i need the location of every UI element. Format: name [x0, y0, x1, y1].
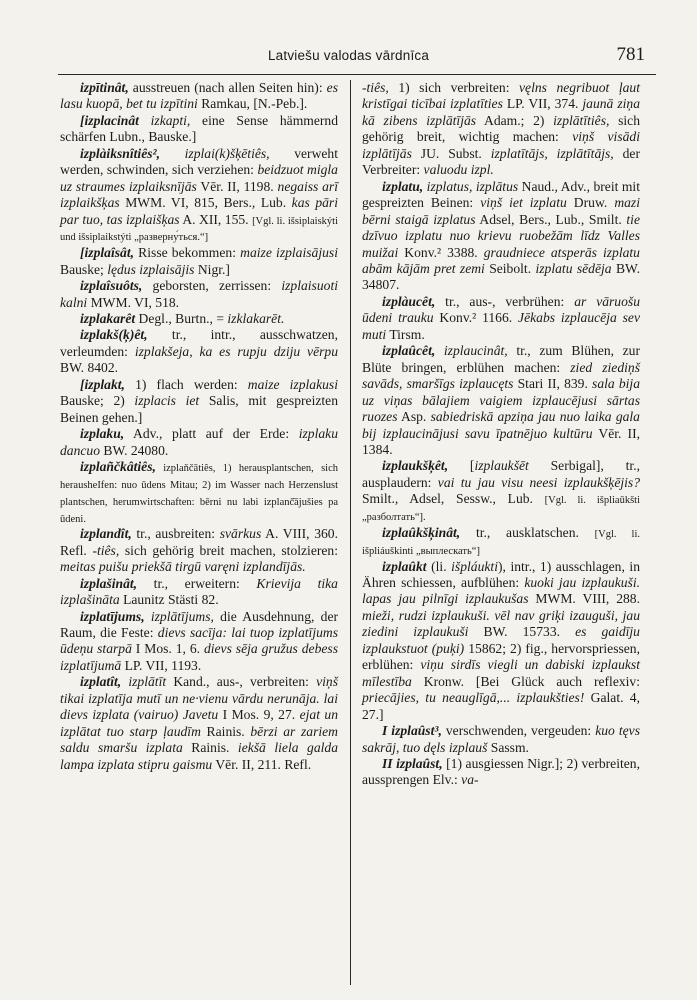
example-text: izkapti,	[138, 112, 191, 128]
headword: [izplacinât	[80, 112, 139, 128]
entry-text: 1) sich verbreiten:	[388, 80, 519, 95]
entry-text: (li.	[426, 558, 452, 574]
headword: izplatît,	[80, 674, 122, 690]
example-text: izplatītājs, izplātītājs,	[490, 145, 614, 161]
headword: izplašinât,	[80, 575, 138, 591]
headword: I izplaûst³,	[382, 723, 442, 739]
example-text: -tiês,	[362, 80, 389, 95]
entry-text: Sassm.	[487, 739, 529, 755]
entry-text: Vēr. II, 1384.	[362, 425, 640, 457]
entry-text: BW. 8402.	[60, 360, 119, 376]
entry-text: geborsten, zerrissen:	[142, 278, 282, 294]
example-text: graudniece atsperās izplatu abām kājām pret zemi	[362, 244, 640, 276]
entry-text: Nigr.]	[194, 261, 230, 277]
example-text: vęlns negribuot ļaut kristīgai ticībai izplatīties	[362, 80, 640, 112]
headword: izplaûkšķinât,	[382, 524, 461, 540]
dictionary-entry	[362, 294, 640, 343]
example-text: viņš iet izplatu	[480, 195, 567, 211]
example-text: izplātītiês,	[553, 112, 610, 128]
headword: [izplaîsât,	[80, 245, 135, 261]
entry-text: tr., aus-, verbrühen:	[435, 293, 575, 309]
dictionary-entry	[362, 179, 640, 294]
etymology-note: izplaňčātiês, 1) herausplantschen, sich herausheIfen: nuo ūdens Mitau; 2) im Wasser nach Herzenslust plantschen, herumwirtschaften: bērni nu labi izplanč̄ājušies pa ūdeni.	[60, 463, 338, 525]
right-column	[362, 80, 640, 789]
entry-text: ), intr., 1) ausschlagen, in Ähren schiessen, aufblühen:	[362, 558, 640, 590]
dictionary-entry	[362, 80, 640, 179]
entry-text: Vēr. II, 1198.	[196, 178, 278, 194]
entry-text: Druw.	[566, 195, 615, 211]
example-text: es gaidīju izplaukstuot (puķi)	[362, 624, 640, 656]
example-text: ejat un izplātat tuo starp ļaudīm	[60, 707, 338, 739]
entry-text: sich gehörig breit, wichtig machen:	[362, 112, 640, 145]
example-text: ar vāruošu ūdeni trauku	[362, 293, 640, 326]
headword: izplatījums,	[80, 608, 145, 624]
headword: izplaûkt	[382, 558, 427, 574]
example-text: kuoki jau izplaukuši. lapas jau pilnīgi izplaukušas	[362, 574, 640, 607]
dictionary-entry	[60, 80, 338, 113]
headword: izplàucêt,	[382, 293, 436, 309]
dictionary-entry	[60, 576, 338, 609]
entry-text: Bauske; 2)	[60, 393, 135, 409]
example-text: jaunā ziņa kā zibens izplātījās	[362, 96, 640, 128]
entry-text: Bauske;	[60, 261, 108, 277]
entry-text: Tirsm.	[386, 326, 425, 342]
dictionary-entry	[60, 377, 338, 426]
dictionary-entry	[60, 526, 338, 575]
header-rule	[58, 74, 656, 75]
dictionary-entry	[60, 278, 338, 311]
headword: izplakš(ķ)êt,	[80, 327, 148, 343]
example-text: meitas puišu priekšā tirgū varęni izplandījās.	[60, 559, 306, 575]
entry-text: Stari II, 839.	[513, 376, 593, 392]
entry-text: Smilt., Adsel, Sessw., Lub.	[362, 491, 545, 507]
entry-text: 1) flach werden:	[124, 376, 248, 392]
example-text: izplatus, izplātus	[423, 178, 519, 194]
entry-text: Risse bekommen:	[134, 245, 241, 261]
example-text: izplakšeja, ka es rupju dziju vērpu	[134, 343, 338, 359]
dictionary-entry	[60, 327, 338, 376]
etymology-note: [Vgl. li. išsiplaiskýti und išsiplaikstýti „разверну́ться.“]	[60, 215, 338, 244]
example-text: sala bija uz viņas bālajiem vaigiem izplaucējusi sārtas ruozes	[362, 376, 641, 425]
entry-text: Adsel, Bers., Lub., Smilt.	[475, 211, 627, 227]
dictionary-entry	[362, 559, 640, 724]
entry-text: Rainis.	[182, 740, 238, 756]
entry-text: MWM. VI, 518.	[87, 294, 180, 310]
entry-text: der Verbreiter:	[362, 145, 640, 178]
entry-text: tr., intr., ausschwatzen, verleumden:	[60, 327, 338, 359]
example-text: tie dzīvuo izplatu nuo krievu ruobežām līdz Valles muižai	[362, 211, 640, 260]
headword: [izplakt,	[80, 376, 125, 392]
entry-text: I Mos. 1, 6.	[131, 641, 204, 657]
headword: izplàiksnîtiês²,	[80, 145, 160, 161]
example-text: kuo tęvs sakrāj, tuo dęls izplauš	[362, 723, 640, 755]
entry-text: JU. Subst.	[411, 145, 491, 161]
example-text: izplaisuoti kalni	[60, 278, 338, 310]
example-text: izplātīt	[121, 674, 167, 690]
dictionary-entry	[362, 756, 640, 789]
entry-text: Naud., Adv., breit mit gespreizten Beinen:	[362, 178, 640, 211]
entry-text: Konv.² 1166.	[433, 310, 519, 326]
dictionary-entry	[362, 343, 640, 458]
example-text: vai tu jau visu neesi izplaukšķējis?	[437, 474, 641, 490]
entry-text: A. XII, 155.	[179, 211, 253, 227]
example-text: iekšā liela galda lampa izplata stipru gaismu	[60, 740, 338, 772]
left-column	[60, 80, 338, 773]
example-text: es lasu kuopā, bet tu izpītini	[60, 80, 338, 112]
example-text: Krievija tika izplašināta	[60, 575, 338, 608]
entry-text: BW. 15733.	[468, 624, 576, 640]
example-text: izplaucinât,	[435, 343, 508, 359]
example-text: izplacis iet	[134, 393, 200, 409]
dictionary-entry	[362, 525, 640, 559]
example-text: negaiss arī izplaikšķas	[60, 178, 338, 211]
example-text: izklakarēt.	[227, 311, 285, 327]
entry-text: Galat. 4, 27.]	[362, 690, 640, 722]
entry-text: I Mos. 9, 27.	[218, 707, 300, 723]
headword: izplañčkâtiês,	[80, 459, 156, 475]
etymology-note: [Vgl. li. išpliáuškinti „выплескать“]	[362, 528, 640, 557]
entry-text: Adam.; 2)	[476, 112, 554, 128]
example-text: kas pāri par tuo, tas izplaišķas	[60, 195, 339, 227]
entry-text: 15862; 2) fig., hervorspriessen, erblühen:	[362, 640, 641, 673]
entry-text: [1) ausgiessen Nigr.]; 2) verbreiten, aussprengen Elv.:	[362, 755, 640, 788]
entry-text: MWM. VIII, 288.	[528, 591, 640, 607]
entry-text: Vēr. II, 211. Refl.	[212, 756, 312, 772]
example-text: izplatu sēdēja	[535, 260, 612, 276]
headword: izplaîsuôts,	[80, 278, 143, 294]
example-text: izplaukšēt	[474, 458, 529, 474]
example-text: viņu sirdīs viegli un dabiski izplaukst mīlestība	[362, 657, 640, 689]
dictionary-entry	[60, 311, 338, 327]
dictionary-entry	[362, 723, 640, 756]
entry-text: eine Sense hämmernd schärfen Lubn., Bauske.]	[60, 112, 339, 145]
example-text: -tiês,	[92, 542, 120, 558]
dictionary-entry	[60, 674, 338, 773]
page-number: 781	[616, 44, 645, 65]
example-text: Jēkabs izplaucēja sev muti	[362, 310, 640, 342]
page-header	[0, 44, 697, 70]
entry-text: tr., zum Blühen, zur Blüte bringen, erblühen machen:	[362, 343, 640, 375]
example-text: išpláukti	[451, 558, 498, 574]
dictionary-entry	[60, 146, 338, 245]
entry-text: verweht werden, schwinden, sich verziehen:	[60, 145, 338, 178]
entry-text: verschwenden, vergeuden:	[441, 723, 596, 739]
dictionary-entry	[60, 609, 338, 675]
headword: izplaûcêt,	[382, 343, 436, 359]
entry-text: BW. 24080.	[100, 442, 169, 458]
example-text: maize izplaisājusi	[240, 245, 338, 261]
dictionary-entry	[60, 113, 338, 146]
example-text: izplātījums,	[144, 608, 214, 624]
example-text: maize izplakusi	[247, 376, 338, 392]
entry-text: tr., ausbreiten:	[131, 526, 220, 542]
dictionary-entry	[362, 458, 640, 525]
example-text: viņš tikai izplatīja mutī un ne·vienu vārdu nerunāja. lai dievs izplata (vairuo) Javetu	[60, 674, 338, 723]
entry-text: Konv.² 3388.	[398, 244, 484, 260]
entry-text: Salis, mit gespreizten Beinen gehen.]	[60, 393, 338, 425]
entry-text: ausstreuen (nach allen Seiten hin):	[128, 80, 327, 95]
headword: izplandît,	[80, 526, 132, 542]
entry-text: Asp.	[397, 409, 431, 425]
entry-text: MWM. VI, 815, Bers., Lub.	[119, 195, 292, 211]
running-title: Latviešu valodas vārdnīca	[267, 48, 430, 63]
example-text: izplaku dancuo	[60, 426, 338, 458]
entry-text: Kand., aus-, verbreiten:	[166, 674, 317, 690]
entry-text: A. VIII, 360. Refl.	[60, 526, 339, 558]
example-text: sabiedriskā apziņa jau nuo laika gala bij izplaucinājusi savu īpatnējuo kultūru	[362, 409, 640, 441]
headword: izplaukšķêt,	[382, 458, 449, 474]
headword: izpītinât,	[80, 80, 129, 95]
example-text: svārkus	[219, 526, 262, 542]
column-divider	[350, 80, 351, 985]
example-text: bērzi ar zariem saldu smaršu izplata	[60, 723, 338, 756]
example-text: izplai(k)šķētiês,	[160, 145, 270, 161]
entry-text: tr., erweitern:	[137, 575, 257, 591]
entry-text: BW. 34807.	[362, 260, 641, 293]
entry-text: die Ausdehnung, der Raum, die Feste:	[60, 608, 339, 641]
example-text: viņš visādi izplātījās	[362, 129, 640, 161]
example-text: mazi bērni staigā izplatus	[362, 195, 640, 227]
dictionary-entry	[60, 245, 338, 278]
example-text: priecājies, tu neauglīgā,... izplaukšties!	[362, 690, 585, 706]
entry-text: LP. VII, 1193.	[121, 657, 202, 673]
headword: II izplaûst,	[382, 755, 443, 771]
example-text: va-	[461, 772, 479, 788]
entry-text: tr., ausklatschen.	[460, 524, 595, 540]
example-text: lędus izplaisājis	[107, 261, 195, 277]
headword: izplaku,	[80, 426, 125, 442]
entry-text: sich gehörig breit machen, stolzieren:	[119, 542, 338, 558]
entry-text: Kronw. [Bei Glück auch reflexiv:	[411, 673, 640, 689]
entry-text: LP. VII, 374.	[502, 96, 583, 112]
headword: izplatu,	[382, 178, 424, 194]
dictionary-entry	[60, 426, 338, 459]
entry-text: Serbigal], tr., ausplaudern:	[362, 458, 640, 490]
example-text: zied ziediņš savāds, smaršīgs izplaucęts	[362, 359, 640, 392]
dictionary-entry	[60, 459, 338, 526]
entry-text: [	[448, 458, 475, 474]
etymology-note: [Vgl. li. išpliaūkšti „разболтать“].	[362, 495, 640, 524]
example-text: beidzuot migla uz straumes izplaiksnījās	[60, 162, 338, 194]
entry-text: Rainis.	[200, 723, 251, 739]
example-text: dievs sacīja: lai tuop izplatījums ūdeņu starpā	[60, 625, 338, 657]
entry-text: Launitz Stästi 82.	[119, 592, 219, 608]
headword: izplakarêt	[80, 311, 136, 327]
example-text: dievs sēja gružus debess izplatījumā	[60, 641, 338, 673]
example-text: valuodu izpl.	[423, 162, 494, 178]
entry-text: Adv., platt auf der Erde:	[124, 426, 299, 442]
entry-text: Degl., Burtn., =	[135, 311, 228, 327]
example-text: mieži, rudzi izplaukuši. vēl nav griķi izauguši, jau ziedini izplaukuši	[362, 607, 640, 640]
entry-text: Ramkau, [N.-Peb.].	[197, 96, 308, 112]
entry-text: Seibolt.	[484, 260, 536, 276]
